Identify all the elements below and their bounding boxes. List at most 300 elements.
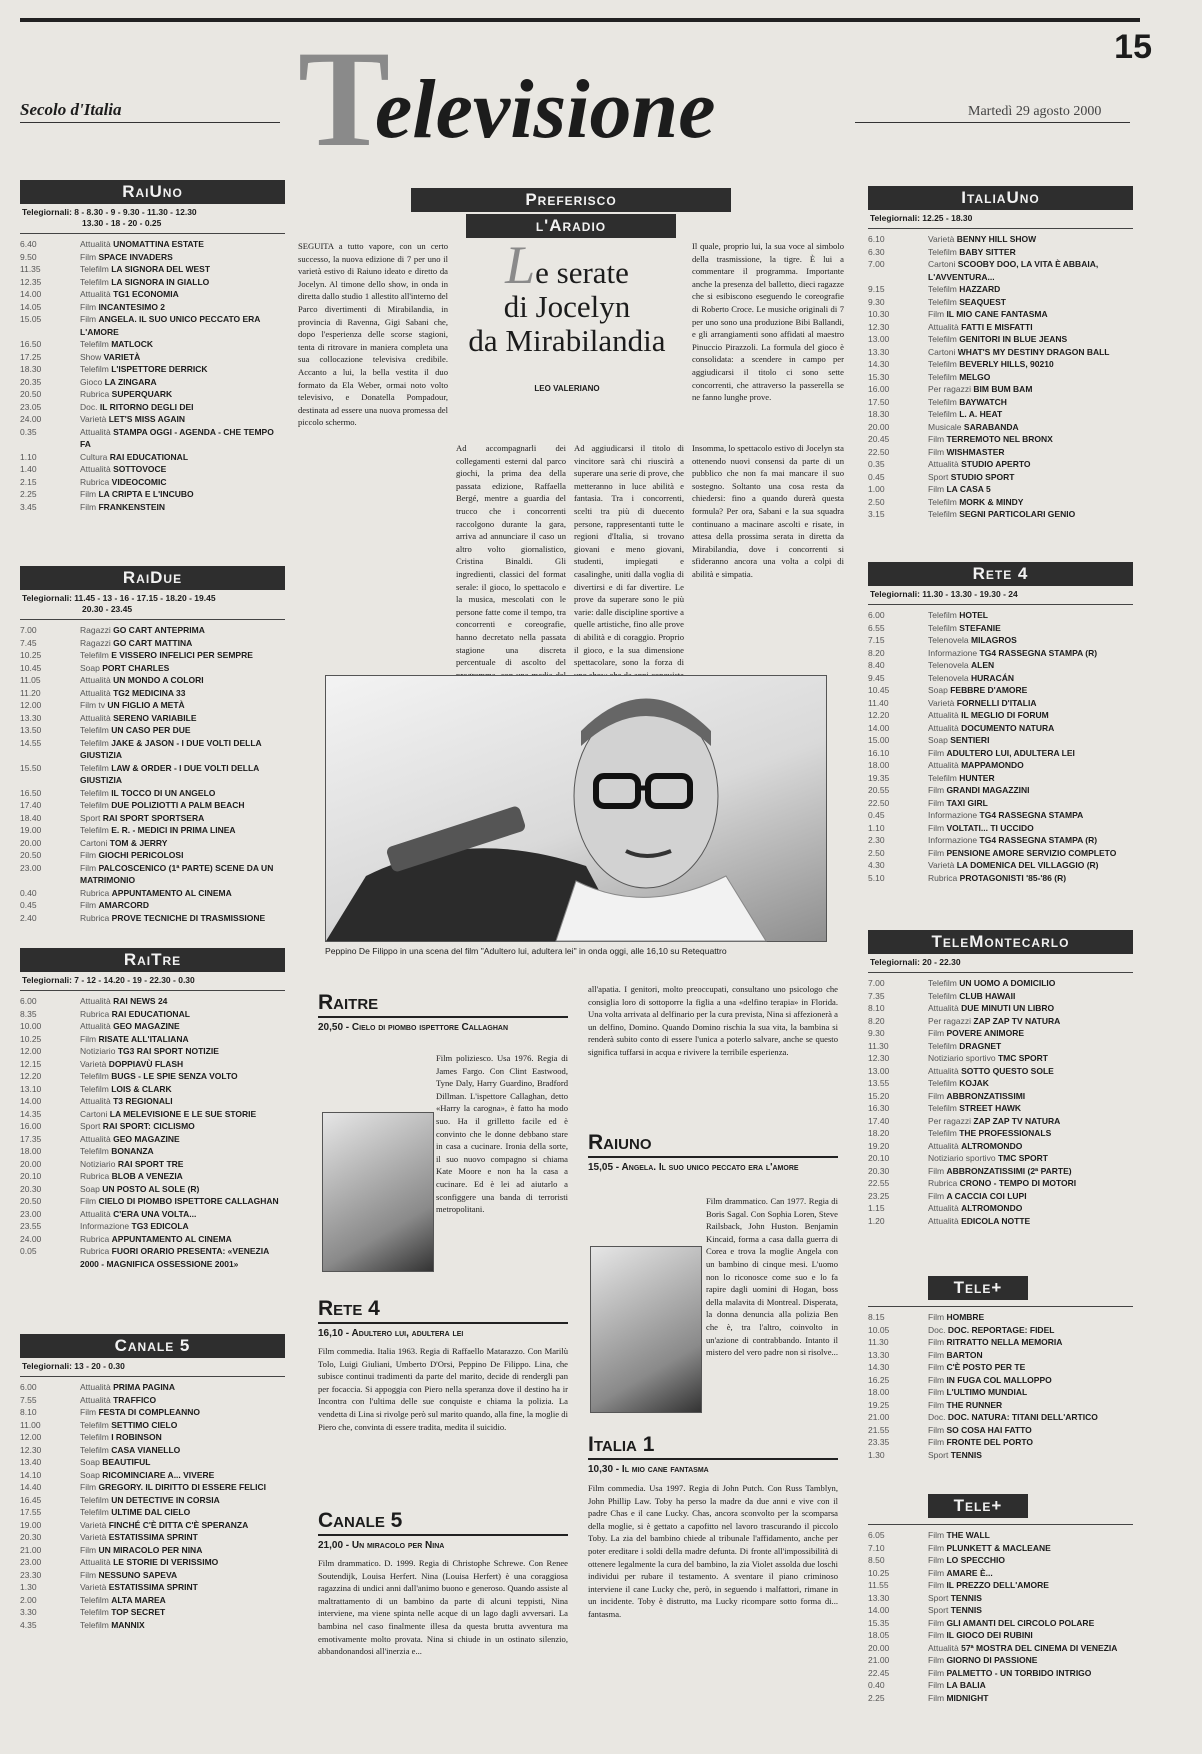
program-category: Film [928, 822, 945, 833]
program-category: Film [928, 747, 945, 758]
program-category: Rubrica [80, 1008, 110, 1019]
schedule-row [868, 233, 1133, 246]
schedule-row [868, 834, 1133, 847]
schedule-row [20, 1183, 285, 1196]
program-time: 16.00 [868, 384, 890, 394]
program-title: IL RITORNO DEGLI DEI [99, 401, 194, 412]
schedule-row [20, 1469, 285, 1482]
review-raitre [318, 990, 568, 1040]
schedule-row [868, 1399, 1133, 1412]
program-title: SOTTOVOCE [113, 464, 167, 474]
program-title: ALTROMONDO [961, 1140, 1023, 1151]
program-category: Attualità [80, 996, 111, 1006]
program-time: 19.00 [20, 1519, 42, 1530]
program-title: LE STORIE DI VERISSIMO [113, 1557, 219, 1567]
review-continuation: all'apatia. I genitori, molto preoccupati, consultano uno psicologo che consiglia loro di sottoporre la figlia a una «delfino terapia» in Florida. Una volta arrivata al delfinario per la cura prevista, Nina si affezionerà a un delfino, Domino. Quando Domino rischia la sua vita, la bambina si renderà subito conto di essere l'unica a poterlo salvare, anche se questo significa tuffarsi in acqua e rivivere la terribile esperienza. [588, 984, 838, 1057]
program-category: Attualità [80, 687, 111, 698]
program-title: UN DETECTIVE IN CORSIA [111, 1494, 220, 1505]
program-title: L'ULTIMO MUNDIAL [946, 1387, 1028, 1397]
program-time: 11.40 [868, 697, 889, 708]
schedule-row [868, 1654, 1133, 1667]
schedule-row [868, 1040, 1133, 1053]
program-time: 13.40 [20, 1457, 42, 1467]
program-title: STEFANIE [959, 622, 1001, 633]
schedule-row [868, 258, 1133, 283]
schedule-row [20, 687, 285, 700]
schedule-row [868, 346, 1133, 359]
program-category: Telefilm [928, 359, 957, 369]
program-category: Cartoni [80, 837, 108, 848]
program-time: 8.20 [868, 1015, 885, 1026]
program-category: Telefilm [80, 1444, 109, 1455]
program-title: UN CASO PER DUE [111, 725, 191, 735]
program-title: IL MEGLIO DI FORUM [961, 710, 1049, 720]
program-title: TG3 EDICOLA [131, 1221, 189, 1231]
program-title: LA MELEVISIONE E LE SUE STORIE [109, 1108, 257, 1119]
program-time: 9.45 [868, 672, 885, 683]
schedule-row [20, 1083, 285, 1096]
man-with-glasses-illustration [326, 676, 826, 941]
program-category: Telefilm [928, 396, 957, 407]
schedule-row [868, 371, 1133, 384]
program-title: L. A. HEAT [959, 409, 1003, 419]
program-category: Film [928, 1580, 945, 1590]
program-time: 11.55 [868, 1580, 889, 1590]
program-category: Film [80, 301, 97, 312]
program-category: Ragazzi [80, 625, 111, 635]
schedule-row [868, 1604, 1133, 1617]
program-title: CIELO DI PIOMBO ISPETTORE CALLAGHAN [98, 1196, 279, 1206]
program-title: APPUNTAMENTO AL CINEMA [111, 887, 232, 898]
program-category: Varietà [80, 1058, 107, 1069]
schedule-row [20, 1581, 285, 1594]
program-title: BUGS - LE SPIE SENZA VOLTO [111, 1071, 238, 1081]
channel-header: Tele+ [928, 1276, 1028, 1300]
program-title: STAMPA OGGI - AGENDA - CHE TEMPO FA [80, 426, 274, 449]
schedule-row [868, 433, 1133, 446]
schedule-row [868, 697, 1133, 710]
tg-times: Telegiornali: 7 - 12 - 14.20 - 19 - 22.30 - 0.30 [20, 972, 285, 991]
schedule-row [868, 1617, 1133, 1630]
program-category: Film [928, 1617, 945, 1628]
schedule-row [20, 1606, 285, 1619]
program-title: GIORNO DI PASSIONE [946, 1655, 1038, 1665]
program-time: 13.30 [868, 1592, 890, 1603]
schedule-row [20, 699, 285, 712]
schedule-row [20, 1519, 285, 1532]
program-title: ESTATISSIMA SPRINT [108, 1582, 198, 1592]
program-category: Telefilm [928, 371, 957, 382]
schedule-row [20, 1594, 285, 1607]
program-time: 14.40 [20, 1482, 42, 1492]
program-title: A CACCIA COI LUPI [946, 1190, 1027, 1201]
program-title: UN POSTO AL SOLE (R) [102, 1183, 200, 1194]
schedule-row [868, 1386, 1133, 1399]
program-category: Telefilm [928, 772, 957, 783]
program-time: 11.30 [868, 1040, 889, 1051]
program-category: Film [80, 1196, 97, 1206]
program-title: HURACÁN [971, 672, 1014, 683]
program-title: PRIMA PAGINA [113, 1382, 175, 1392]
program-title: UN MIRACOLO PER NINA [98, 1544, 203, 1555]
program-category: Sport [80, 1121, 101, 1131]
program-category: Telefilm [928, 409, 957, 419]
schedule-row [868, 1090, 1133, 1103]
program-title: MANNIX [111, 1619, 145, 1630]
program-title: ZAP ZAP TV NATURA [973, 1115, 1061, 1126]
program-time: 18.20 [868, 1128, 890, 1138]
program-category: Attualità [80, 426, 111, 437]
program-category: Telefilm [80, 1071, 109, 1081]
schedule-row [868, 1015, 1133, 1028]
schedule-row [868, 358, 1133, 371]
schedule-row [20, 1108, 285, 1121]
program-time: 10.05 [868, 1324, 890, 1335]
program-category: Informazione [928, 810, 978, 820]
schedule-row [868, 446, 1133, 459]
program-time: 8.50 [868, 1555, 885, 1565]
program-time: 14.55 [20, 737, 42, 748]
program-category: Rubrica [80, 476, 110, 487]
program-time: 17.40 [868, 1115, 890, 1126]
program-title: DUE MINUTI UN LIBRO [961, 1003, 1055, 1013]
program-category: Soap [80, 1183, 100, 1194]
program-title: TOM & JERRY [109, 837, 168, 848]
program-time: 23.55 [20, 1221, 42, 1231]
schedule-row [868, 1642, 1133, 1655]
schedule-raidue [20, 566, 285, 924]
program-title: APPUNTAMENTO AL CINEMA [111, 1233, 232, 1244]
schedule-row [20, 501, 285, 514]
schedule-row [868, 308, 1133, 321]
program-title: VIDEOCOMIC [111, 476, 167, 487]
program-title: BIM BUM BAM [973, 384, 1033, 394]
program-title: PLUNKETT & MACLEANE [946, 1542, 1051, 1553]
program-title: TG1 ECONOMIA [113, 289, 179, 299]
program-time: 2.25 [868, 1692, 885, 1703]
program-category: Rubrica [928, 1178, 958, 1188]
schedule-row [868, 1140, 1133, 1153]
program-title: ALTA MAREA [111, 1594, 166, 1605]
program-time: 14.00 [868, 722, 890, 733]
schedule-row [868, 1579, 1133, 1592]
feature-photo [325, 675, 827, 942]
program-title: BENNY HILL SHOW [956, 234, 1037, 244]
program-title: VARIETÀ [103, 351, 141, 362]
program-time: 6.40 [20, 239, 37, 249]
program-time: 12.00 [20, 1432, 42, 1442]
program-category: Film [928, 1374, 945, 1385]
program-time: 11.30 [868, 1337, 889, 1347]
program-time: 9.50 [20, 251, 37, 262]
program-title: GO CART MATTINA [113, 637, 193, 648]
program-title: HUNTER [959, 772, 995, 783]
program-time: 12.20 [20, 1071, 42, 1081]
program-time: 19.35 [868, 772, 890, 783]
program-category: Musicale [928, 421, 962, 432]
schedule-row [20, 674, 285, 687]
program-time: 14.10 [20, 1469, 42, 1480]
tg-times: Telegiornali: 11.45 - 13 - 16 - 17.15 - 18.20 - 19.45 20.30 - 23.45 [20, 590, 285, 620]
program-time: 16.50 [20, 787, 42, 798]
program-category: Telefilm [80, 1419, 109, 1430]
newspaper-name: Secolo d'Italia [20, 100, 122, 119]
program-category: Film [928, 446, 945, 457]
schedule-row [868, 722, 1133, 735]
review-canale5 [318, 1508, 568, 1558]
header-rule [868, 1518, 1133, 1525]
article-column-3: Il quale, proprio lui, la sua voce al simbolo della trasmissione, la tigre. È lui a commentare il programma. Importante anche la presenza del balletto, dieci ragazze che si esibiscono eseguendo le coreografie di Roberto Croce. Le musiche originali di 7 per uno sono una produzione Bibi Ballandi, e gli arrangiamenti sono affidati al maestro Pinuccio Pirazzoli. La formula del gioco è consolidata: a scendere in campo per aggiudicarsi il titolo ci sono sette concorrenti, che attraverso la passerella se ne fanno lunghe prove. [692, 241, 844, 403]
program-time: 14.00 [868, 1605, 890, 1615]
schedule-row [868, 1567, 1133, 1580]
program-category: Rubrica [80, 887, 110, 898]
program-time: 18.00 [868, 760, 890, 770]
program-time: 18.40 [20, 812, 42, 823]
program-title: IL TOCCO DI UN ANGELO [111, 787, 216, 798]
channel-header: RaiUno [20, 180, 285, 204]
schedule-row [20, 1556, 285, 1569]
program-category: Telefilm [80, 787, 109, 798]
program-category: Telenovela [928, 635, 969, 645]
schedule-row [20, 712, 285, 725]
program-time: 3.30 [20, 1607, 37, 1617]
program-category: Attualità [80, 239, 111, 249]
program-category: Film [80, 900, 97, 910]
program-time: 10.30 [868, 309, 890, 319]
schedule-row [20, 799, 285, 812]
program-category: Attualità [80, 289, 111, 299]
schedule-row [20, 637, 285, 650]
program-time: 17.35 [20, 1133, 42, 1144]
program-title: TENNIS [950, 1605, 982, 1615]
program-title: TG3 RAI SPORT NOTIZIE [117, 1046, 219, 1056]
program-category: Sport [928, 1605, 949, 1615]
schedule-italiauno [868, 186, 1133, 521]
program-time: 14.30 [868, 359, 890, 369]
program-category: Attualità [928, 459, 959, 469]
program-category: Film [928, 434, 945, 444]
program-category: Cartoni [928, 259, 956, 269]
program-time: 10.45 [868, 685, 890, 695]
program-time: 12.30 [868, 321, 890, 332]
masthead-right-rule [855, 122, 1130, 123]
program-title: TG4 RASSEGNA STAMPA (R) [979, 835, 1098, 845]
program-time: 7.10 [868, 1542, 885, 1553]
program-time: 2.25 [20, 489, 37, 499]
schedule-row [868, 977, 1133, 990]
program-time: 0.35 [20, 426, 37, 437]
program-category: Film [928, 1680, 945, 1690]
program-category: Informazione [928, 647, 978, 658]
schedule-row [868, 1679, 1133, 1692]
program-category: Film [928, 1667, 945, 1678]
program-time: 8.40 [868, 660, 885, 670]
program-title: SOTTO QUESTO SOLE [961, 1065, 1054, 1076]
program-title: CRONO - TEMPO DI MOTORI [959, 1178, 1077, 1188]
program-time: 21.00 [20, 1544, 42, 1555]
program-time: 11.35 [20, 264, 41, 274]
program-title: SETTIMO CIELO [111, 1419, 178, 1430]
program-time: 5.10 [868, 872, 885, 883]
program-time: 9.15 [868, 284, 885, 294]
feature-article [298, 188, 844, 238]
schedule-row [20, 1419, 285, 1432]
program-category: Soap [928, 685, 948, 695]
program-category: Film [928, 1567, 945, 1578]
program-title: GEO MAGAZINE [113, 1021, 180, 1031]
tg-times: Telegiornali: 13 - 20 - 0.30 [20, 1358, 285, 1377]
program-category: Film [928, 309, 945, 319]
schedule-row [20, 1506, 285, 1519]
schedule-row [868, 990, 1133, 1003]
schedule-teleplus-1 [868, 1276, 1133, 1461]
program-time: 0.45 [868, 471, 885, 482]
program-category: Film [928, 1090, 945, 1101]
program-time: 16.50 [20, 339, 42, 349]
schedule-row [20, 1431, 285, 1444]
schedule-row [20, 837, 285, 850]
program-time: 20.35 [20, 376, 42, 387]
program-title: GREGORY. IL DIRITTO DI ESSERE FELICI [98, 1482, 266, 1492]
program-title: TG4 RASSEGNA STAMPA [979, 810, 1084, 820]
program-time: 20.00 [868, 1642, 890, 1653]
schedule-teleplus-2 [868, 1494, 1133, 1704]
program-title: TG2 MEDICINA 33 [113, 687, 186, 698]
schedule-row [20, 301, 285, 314]
program-category: Film [928, 1362, 945, 1372]
program-category: Telefilm [928, 509, 957, 519]
program-category: Film [928, 1424, 945, 1435]
program-time: 9.30 [868, 296, 885, 307]
program-title: ANGELA. IL SUO UNICO PECCATO ERA L'AMORE [80, 314, 261, 337]
schedule-row [868, 471, 1133, 484]
program-title: AMARE È... [946, 1567, 993, 1578]
program-category: Telefilm [928, 1040, 957, 1051]
schedule-row [20, 1120, 285, 1133]
program-category: Varietà [80, 1532, 107, 1542]
channel-header: RaiDue [20, 566, 285, 590]
program-title: IL GIOCO DEI RUBINI [946, 1630, 1033, 1640]
schedule-row [20, 824, 285, 837]
program-time: 2.50 [868, 847, 885, 858]
program-title: TENNIS [950, 1592, 982, 1603]
program-time: 8.10 [20, 1407, 37, 1417]
schedule-row [20, 1619, 285, 1632]
program-category: Telefilm [80, 737, 109, 748]
program-category: Telefilm [928, 1128, 957, 1138]
program-time: 20.55 [868, 785, 890, 795]
schedule-row [868, 1336, 1133, 1349]
program-title: LA DOMENICA DEL VILLAGGIO (R) [956, 860, 1099, 870]
program-category: Telefilm [928, 1078, 957, 1088]
program-time: 1.00 [868, 484, 885, 494]
schedule-row [20, 388, 285, 401]
program-category: Film [928, 1630, 945, 1640]
program-category: Film [80, 489, 97, 499]
article-column-5: Insomma, lo spettacolo estivo di Jocelyn sta ottenendo nuovi consensi da parte di un pubblico che non fa mai mancare il suo sostegno. Soltanto una cosa resta da chiedersi: fino a quando durerà questa formula? Per ora, Sabani e la sua squadra continuano a macinare ascolti e risate, in attesa della prossima serata in diretta da Mirabilandia, dove i concorrenti si sfideranno ancora una volta a colpi di abilità e simpatia. [692, 443, 844, 579]
program-title: RICOMINCIARE A... VIVERE [102, 1469, 215, 1480]
schedule-row [868, 609, 1133, 622]
schedule-row [20, 1045, 285, 1058]
schedule-row [868, 1311, 1133, 1324]
schedule-row [20, 476, 285, 489]
program-category: Sport [928, 1592, 949, 1603]
masthead-title: elevisione [375, 63, 716, 156]
program-title: GRANDI MAGAZZINI [946, 785, 1030, 795]
program-title: FRANKENSTEIN [98, 501, 166, 512]
program-title: FRONTE DEL PORTO [946, 1437, 1034, 1447]
program-title: BARTON [946, 1349, 983, 1360]
schedule-row [868, 759, 1133, 772]
program-title: FINCHÉ C'È DITTA C'È SPERANZA [108, 1519, 249, 1530]
program-time: 8.20 [868, 647, 885, 658]
program-time: 11.00 [20, 1419, 41, 1430]
program-time: 12.00 [20, 1046, 42, 1056]
program-time: 13.30 [868, 346, 890, 357]
program-category: Telefilm [80, 1146, 109, 1156]
program-title: C'È POSTO PER TE [946, 1362, 1026, 1372]
program-title: LAW & ORDER - I DUE VOLTI DELLA GIUSTIZIA [80, 762, 259, 785]
schedule-row [868, 747, 1133, 760]
program-title: HOMBRE [946, 1312, 985, 1322]
schedule-row [20, 288, 285, 301]
program-category: Telefilm [80, 276, 109, 287]
program-time: 15.30 [868, 371, 890, 382]
tg-times: Telegiornali: 11.30 - 13.30 - 19.30 - 24 [868, 586, 1133, 605]
schedule-row [20, 1008, 285, 1021]
program-title: FESTA DI COMPLEANNO [98, 1407, 200, 1417]
schedule-row [868, 1629, 1133, 1642]
program-category: Telefilm [80, 1083, 109, 1094]
schedule-row [868, 622, 1133, 635]
review-title: 10,30 - Il mio cane fantasma [588, 1464, 709, 1475]
program-time: 17.55 [20, 1507, 42, 1517]
program-category: Doc. [80, 401, 98, 412]
schedule-row [868, 1065, 1133, 1078]
program-title: IL MIO CANE FANTASMA [946, 309, 1048, 319]
program-time: 10.25 [20, 1033, 42, 1044]
program-category: Attualità [928, 760, 959, 770]
program-category: Attualità [80, 1382, 111, 1392]
program-category: Varietà [80, 1582, 107, 1592]
schedule-row [868, 1374, 1133, 1387]
program-time: 2.15 [20, 476, 37, 487]
program-title: IN FUGA COL MALLOPPO [946, 1374, 1052, 1385]
program-time: 22.50 [868, 797, 890, 808]
issue-date: Martedì 29 agosto 2000 [968, 104, 1102, 119]
program-category: Telefilm [928, 610, 957, 620]
program-time: 2.40 [20, 912, 37, 923]
program-title: UNOMATTINA ESTATE [113, 239, 204, 249]
program-time: 19.20 [868, 1140, 890, 1151]
program-title: LA BALIA [946, 1680, 986, 1690]
program-category: Film [928, 1692, 945, 1703]
program-category: Telefilm [80, 1432, 109, 1442]
review-title: 21,00 - Un miracolo per Nina [318, 1540, 445, 1551]
program-title: SEGNI PARTICOLARI GENIO [959, 509, 1076, 519]
schedule-row [20, 1381, 285, 1394]
program-title: IL PREZZO DELL'AMORE [946, 1580, 1049, 1590]
review-text: Film drammatico. D. 1999. Regia di Christophe Schrewe. Con Renee Soutendijk, Louisa Herfert. Nina (Louisa Herfert) è una coraggiosa ragazzina di undici anni dall'animo buono e generoso. Quando assiste al maltrattamento di un bambino da parte di alcuni teppisti, Nina interviene, ma viene spinta nelle acque di un lago dagli avversari. La bambina nel caso finalmente illesa da questa brutta avventura ma emotivamente molto provata. Nina si chiude in un ostinato silenzio, abbandonandosi all'inerzia e... [318, 1558, 568, 1657]
schedule-row [868, 1667, 1133, 1680]
program-category: Film [928, 1028, 945, 1038]
program-category: Attualità [80, 1021, 111, 1031]
schedule-rete4 [868, 562, 1133, 884]
program-time: 1.30 [868, 1449, 885, 1460]
schedule-row [20, 912, 285, 925]
program-time: 18.30 [20, 364, 42, 374]
schedule-row [20, 1494, 285, 1507]
